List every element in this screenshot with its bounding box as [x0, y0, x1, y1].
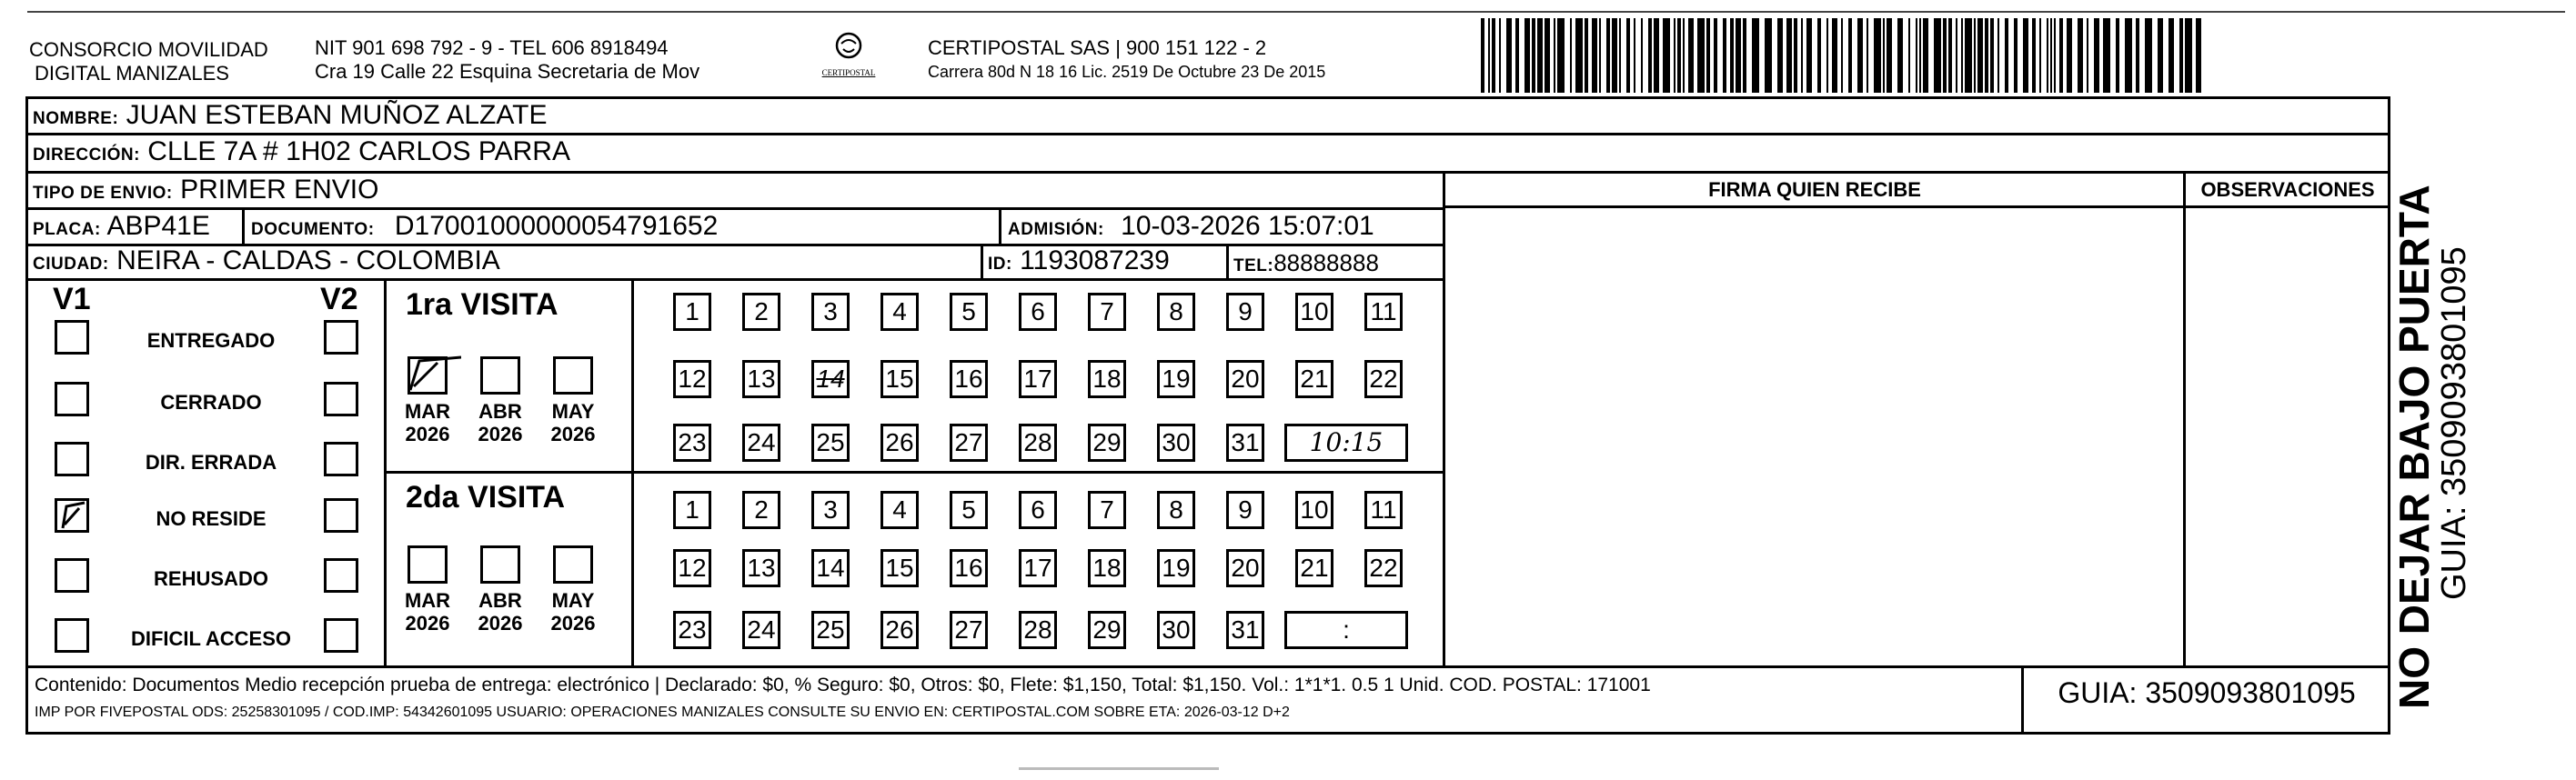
day-box[interactable]: 7	[1088, 491, 1126, 529]
day-box[interactable]: 1	[673, 491, 711, 529]
day-box[interactable]: 6	[1019, 491, 1057, 529]
day-box[interactable]: 21	[1295, 549, 1333, 587]
tipo-label: TIPO DE ENVIO:	[33, 184, 173, 203]
id-label: ID:	[988, 255, 1012, 274]
divider	[25, 665, 2390, 668]
observaciones-header: OBSERVACIONES	[2200, 178, 2375, 201]
divider	[1443, 205, 2390, 208]
time-box[interactable]: 10:15	[1284, 424, 1408, 462]
day-box[interactable]: 14	[811, 360, 850, 398]
month-label: MAR 2026	[404, 400, 451, 445]
divider	[2183, 171, 2186, 665]
day-box[interactable]: 15	[880, 360, 919, 398]
admision-label: ADMISIÓN:	[1008, 220, 1104, 239]
day-box[interactable]: 19	[1157, 549, 1195, 587]
month-label: ABR 2026	[478, 589, 523, 635]
certipostal-line1: CERTIPOSTAL SAS | 900 151 122 - 2	[928, 36, 1267, 59]
day-box[interactable]: 3	[811, 491, 850, 529]
placa-row	[33, 211, 210, 245]
day-box[interactable]: 28	[1019, 424, 1057, 462]
day-box[interactable]: 27	[950, 611, 988, 649]
day-box[interactable]: 20	[1226, 360, 1264, 398]
day-box[interactable]: 10	[1295, 293, 1333, 331]
day-box[interactable]: 11	[1364, 491, 1403, 529]
nombre-label: NOMBRE:	[33, 109, 119, 128]
day-box[interactable]: 29	[1088, 611, 1126, 649]
month-checkbox[interactable]	[480, 545, 520, 584]
month-checkbox[interactable]	[553, 545, 593, 584]
day-box[interactable]: 16	[950, 360, 988, 398]
month-checkbox[interactable]	[408, 545, 448, 584]
placa-label: PLACA:	[33, 220, 101, 239]
divider	[242, 207, 245, 244]
admision-value: 10-03-2026 15:07:01	[1121, 211, 1374, 241]
day-box[interactable]: 27	[950, 424, 988, 462]
side-warning: NO DEJAR BAJO PUERTA	[2390, 185, 2438, 709]
day-box[interactable]: 17	[1019, 549, 1057, 587]
day-box[interactable]: 8	[1157, 491, 1195, 529]
v1-checkbox[interactable]	[55, 618, 89, 653]
top-border	[27, 11, 2565, 13]
month-checkbox[interactable]	[480, 356, 520, 395]
tipo-row	[33, 175, 378, 209]
logo-icon	[830, 31, 867, 64]
day-box[interactable]: 31	[1226, 424, 1264, 462]
nit-block	[315, 36, 699, 84]
day-box[interactable]: 19	[1157, 360, 1195, 398]
documento-row	[251, 211, 718, 245]
month-checkbox[interactable]	[553, 356, 593, 395]
tel-row	[1233, 247, 1379, 282]
v1-checkbox[interactable]	[55, 558, 89, 593]
day-box[interactable]: 6	[1019, 293, 1057, 331]
day-box[interactable]: 21	[1295, 360, 1333, 398]
day-box[interactable]: 14	[811, 549, 850, 587]
id-row	[988, 245, 1170, 280]
scan-mark	[1019, 767, 1219, 770]
footer-guia: GUIA: 3509093801095	[2058, 676, 2356, 709]
day-box[interactable]: 5	[950, 293, 988, 331]
status-label: DIFICIL ACCESO	[130, 627, 291, 650]
day-box[interactable]: 9	[1226, 293, 1264, 331]
status-label: NO RESIDE	[156, 507, 267, 530]
day-box[interactable]: 23	[673, 611, 711, 649]
nombre-value: JUAN ESTEBAN MUÑOZ ALZATE	[126, 100, 548, 130]
company-line1: CONSORCIO MOVILIDAD	[29, 38, 268, 61]
divider	[1443, 171, 1445, 665]
certipostal-logo	[808, 31, 890, 77]
second-visit-title: 2da VISITA	[406, 480, 566, 515]
time-box[interactable]: :	[1284, 611, 1408, 649]
v2-checkbox[interactable]	[324, 618, 358, 653]
first-visit-title: 1ra VISITA	[406, 287, 558, 322]
v2-header: V2	[320, 282, 358, 316]
ciudad-value: NEIRA - CALDAS - COLOMBIA	[116, 245, 500, 275]
day-box[interactable]: 2	[742, 491, 780, 529]
divider	[25, 133, 2390, 135]
day-box[interactable]: 23	[673, 424, 711, 462]
divider	[999, 207, 1001, 244]
certipostal-line2: Carrera 80d N 18 16 Lic. 2519 De Octubre 23 De 2015	[928, 63, 1326, 81]
v2-checkbox[interactable]	[324, 320, 358, 355]
day-box[interactable]: 22	[1364, 360, 1403, 398]
v2-checkbox[interactable]	[324, 442, 358, 476]
tel-label: TEL:	[1233, 256, 1274, 275]
direccion-label: DIRECCIÓN:	[33, 145, 140, 165]
footer-content: Contenido: Documentos Medio recepción prueba de entrega: electrónico | Declarado: $0, % Seguro: $0, Otros: $0, Flete: $1,150, Total: $1,150. Vol.: 1*1*1. 0.5 1 Unid. COD. POSTAL: 171001	[35, 675, 1651, 695]
day-box[interactable]: 24	[742, 424, 780, 462]
month-label: MAR 2026	[404, 589, 451, 635]
footer-imp: IMP POR FIVEPOSTAL ODS: 25258301095 / COD.IMP: 54342601095 USUARIO: OPERACIONES MANIZALES CONSULTE SU ENVIO EN: CERTIPOSTAL.COM SOBRE ETA: 2026-03-12 D+2	[35, 705, 1290, 720]
divider	[384, 471, 1444, 474]
id-value: 1193087239	[1020, 245, 1170, 275]
day-box[interactable]: 26	[880, 424, 919, 462]
side-text	[2392, 73, 2472, 709]
documento-label: DOCUMENTO:	[251, 220, 375, 239]
status-label: DIR. ERRADA	[145, 451, 277, 474]
company-name	[29, 38, 268, 85]
documento-value: D17001000000054791652	[394, 211, 719, 241]
day-box[interactable]: 22	[1364, 549, 1403, 587]
v2-checkbox[interactable]	[324, 382, 358, 416]
logo-text: CERTIPOSTAL	[821, 68, 876, 77]
divider	[25, 171, 2390, 174]
side-guia: GUIA: 3509093801095	[2435, 246, 2473, 600]
day-box[interactable]: 16	[950, 549, 988, 587]
day-box[interactable]: 30	[1157, 611, 1195, 649]
day-box[interactable]: 25	[811, 424, 850, 462]
ciudad-label: CIUDAD:	[33, 255, 109, 274]
divider	[2021, 665, 2024, 735]
day-box[interactable]: 13	[742, 360, 780, 398]
day-box[interactable]: 15	[880, 549, 919, 587]
divider	[25, 278, 1444, 281]
day-box[interactable]: 17	[1019, 360, 1057, 398]
v1-header: V1	[53, 282, 91, 316]
direccion-value: CLLE 7A # 1H02 CARLOS PARRA	[147, 136, 570, 166]
admision-row	[1008, 211, 1374, 245]
v1-checkbox[interactable]	[55, 382, 89, 416]
day-box[interactable]: 4	[880, 491, 919, 529]
day-box[interactable]: 2	[742, 293, 780, 331]
day-box[interactable]: 3	[811, 293, 850, 331]
status-label: CERRADO	[160, 391, 262, 414]
barcode	[1481, 18, 2209, 93]
day-box[interactable]: 1	[673, 293, 711, 331]
divider	[1226, 244, 1229, 278]
v2-checkbox[interactable]	[324, 558, 358, 593]
day-box[interactable]: 12	[673, 549, 711, 587]
nit-line2: Cra 19 Calle 22 Esquina Secretaria de Mov	[315, 60, 700, 83]
divider	[981, 244, 983, 278]
day-box[interactable]: 12	[673, 360, 711, 398]
day-box[interactable]: 7	[1088, 293, 1126, 331]
certipostal-block	[928, 36, 1325, 84]
tipo-value: PRIMER ENVIO	[180, 175, 379, 205]
v1-checkbox[interactable]	[55, 442, 89, 476]
day-box[interactable]: 5	[950, 491, 988, 529]
day-box[interactable]: 8	[1157, 293, 1195, 331]
day-box[interactable]: 28	[1019, 611, 1057, 649]
nombre-row	[33, 100, 547, 135]
company-line2: DIGITAL MANIZALES	[35, 62, 229, 85]
tel-value: 88888888	[1273, 249, 1379, 276]
v2-checkbox[interactable]	[324, 498, 358, 533]
placa-value: ABP41E	[106, 211, 210, 241]
month-label: MAY 2026	[550, 589, 596, 635]
month-checkbox[interactable]	[408, 356, 448, 395]
day-box[interactable]: 25	[811, 611, 850, 649]
day-box[interactable]: 4	[880, 293, 919, 331]
day-box[interactable]: 26	[880, 611, 919, 649]
month-label: MAY 2026	[550, 400, 596, 445]
day-box[interactable]: 31	[1226, 611, 1264, 649]
status-label: REHUSADO	[154, 567, 268, 590]
month-label: ABR 2026	[478, 400, 523, 445]
day-box[interactable]: 29	[1088, 424, 1126, 462]
day-box[interactable]: 18	[1088, 360, 1126, 398]
v1-checkbox[interactable]	[55, 498, 89, 533]
day-box[interactable]: 30	[1157, 424, 1195, 462]
day-box[interactable]: 9	[1226, 491, 1264, 529]
day-box[interactable]: 24	[742, 611, 780, 649]
divider	[631, 278, 634, 665]
day-box[interactable]: 13	[742, 549, 780, 587]
status-label: ENTREGADO	[146, 329, 276, 352]
firma-header: FIRMA QUIEN RECIBE	[1708, 178, 1921, 201]
day-box[interactable]: 11	[1364, 293, 1403, 331]
divider	[25, 207, 1444, 210]
nit-line1: NIT 901 698 792 - 9 - TEL 606 8918494	[315, 36, 669, 59]
day-box[interactable]: 18	[1088, 549, 1126, 587]
v1-checkbox[interactable]	[55, 320, 89, 355]
day-box[interactable]: 10	[1295, 491, 1333, 529]
direccion-row	[33, 136, 570, 171]
ciudad-row	[33, 245, 500, 280]
day-box[interactable]: 20	[1226, 549, 1264, 587]
